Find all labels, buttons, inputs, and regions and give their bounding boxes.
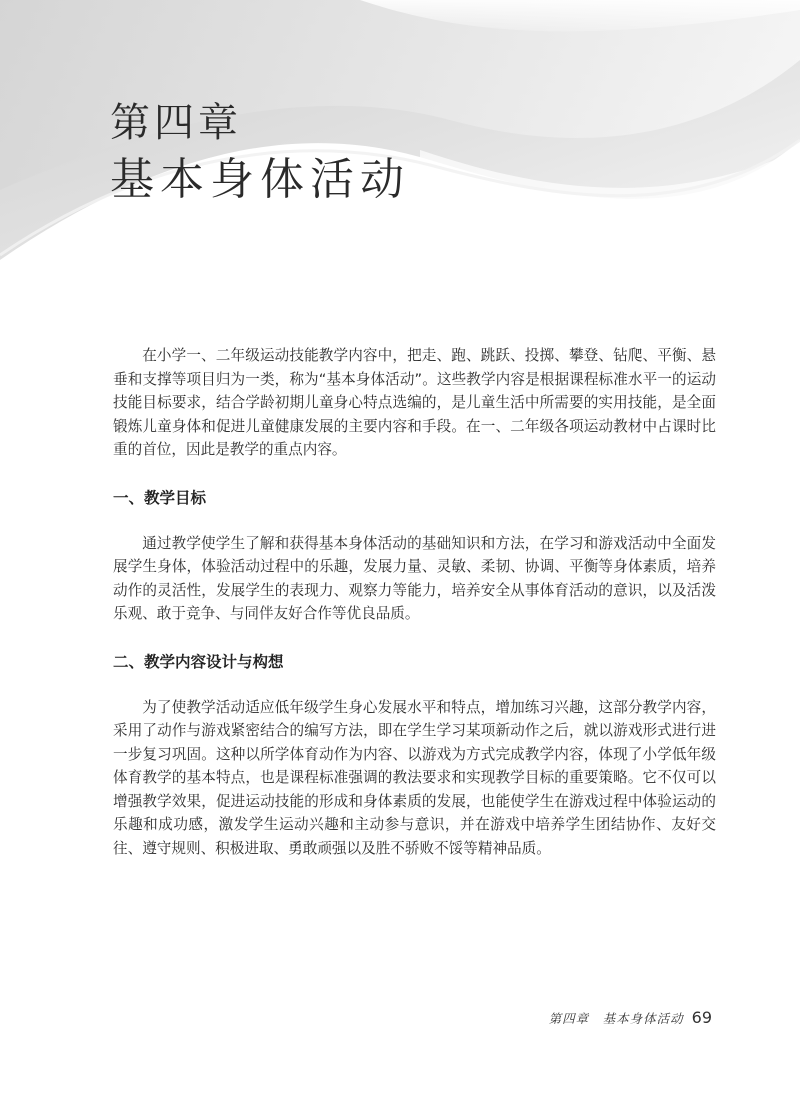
section-heading-content-design: 二、教学内容设计与构想: [113, 652, 284, 671]
teaching-goals-paragraph: 通过教学使学生了解和获得基本身体活动的基础知识和方法，在学习和游戏活动中全面发展学生身体，体验活动过程中的乐趣，发展力量、灵敏、柔韧、协调、平衡等身体素质，培养动作的灵活性，发展学生的表现力、观察力等能力，培养安全从事体育活动的意识，以及活泼乐观、敢于竞争、与同伴友好合作等优良品质。: [113, 534, 716, 622]
chapter-body: [113, 344, 716, 860]
running-head: 第四章 基本身体活动: [548, 1011, 684, 1026]
page-number: 69: [691, 1008, 712, 1027]
intro-paragraph: 在小学一、二年级运动技能教学内容中，把走、跑、跳跃、投掷、攀登、钻爬、平衡、悬垂和支撑等项目归为一类，称为“基本身体活动”。这些教学内容是根据课程标准水平一的运动技能目标要求，结合学龄初期儿童身心特点选编的，是儿童生活中所需要的实用技能，是全面锻炼儿童身体和促进儿童健康发展的主要内容和手段。在一、二年级各项运动教材中占课时比重的首位，因此是教学的重点内容。: [113, 347, 716, 458]
section-heading-teaching-goals: 一、教学目标: [113, 488, 207, 507]
chapter-name: 基本身体活动: [110, 154, 410, 205]
page-footer: [549, 1008, 712, 1027]
chapter-title: [110, 96, 410, 210]
content-design-paragraph: 为了使教学活动适应低年级学生身心发展水平和特点，增加练习兴趣，这部分教学内容，采用了动作与游戏紧密结合的编写方法，即在学生学习某项新动作之后，就以游戏形式进行进一步复习巩固。这种以所学体育动作为内容、以游戏为方式完成教学内容，体现了小学低年级体育教学的基本特点，也是课程标准强调的教法要求和实现教学目标的重要策略。它不仅可以增强教学效果，促进运动技能的形成和身体素质的发展，也能使学生在游戏过程中体验运动的乐趣和成功感，激发学生运动兴趣和主动参与意识，并在游戏中培养学生团结协作、友好交往、遵守规则、积极进取、勇敢顽强以及胜不骄败不馁等精神品质。: [113, 698, 716, 857]
chapter-number: 第四章: [110, 100, 242, 146]
